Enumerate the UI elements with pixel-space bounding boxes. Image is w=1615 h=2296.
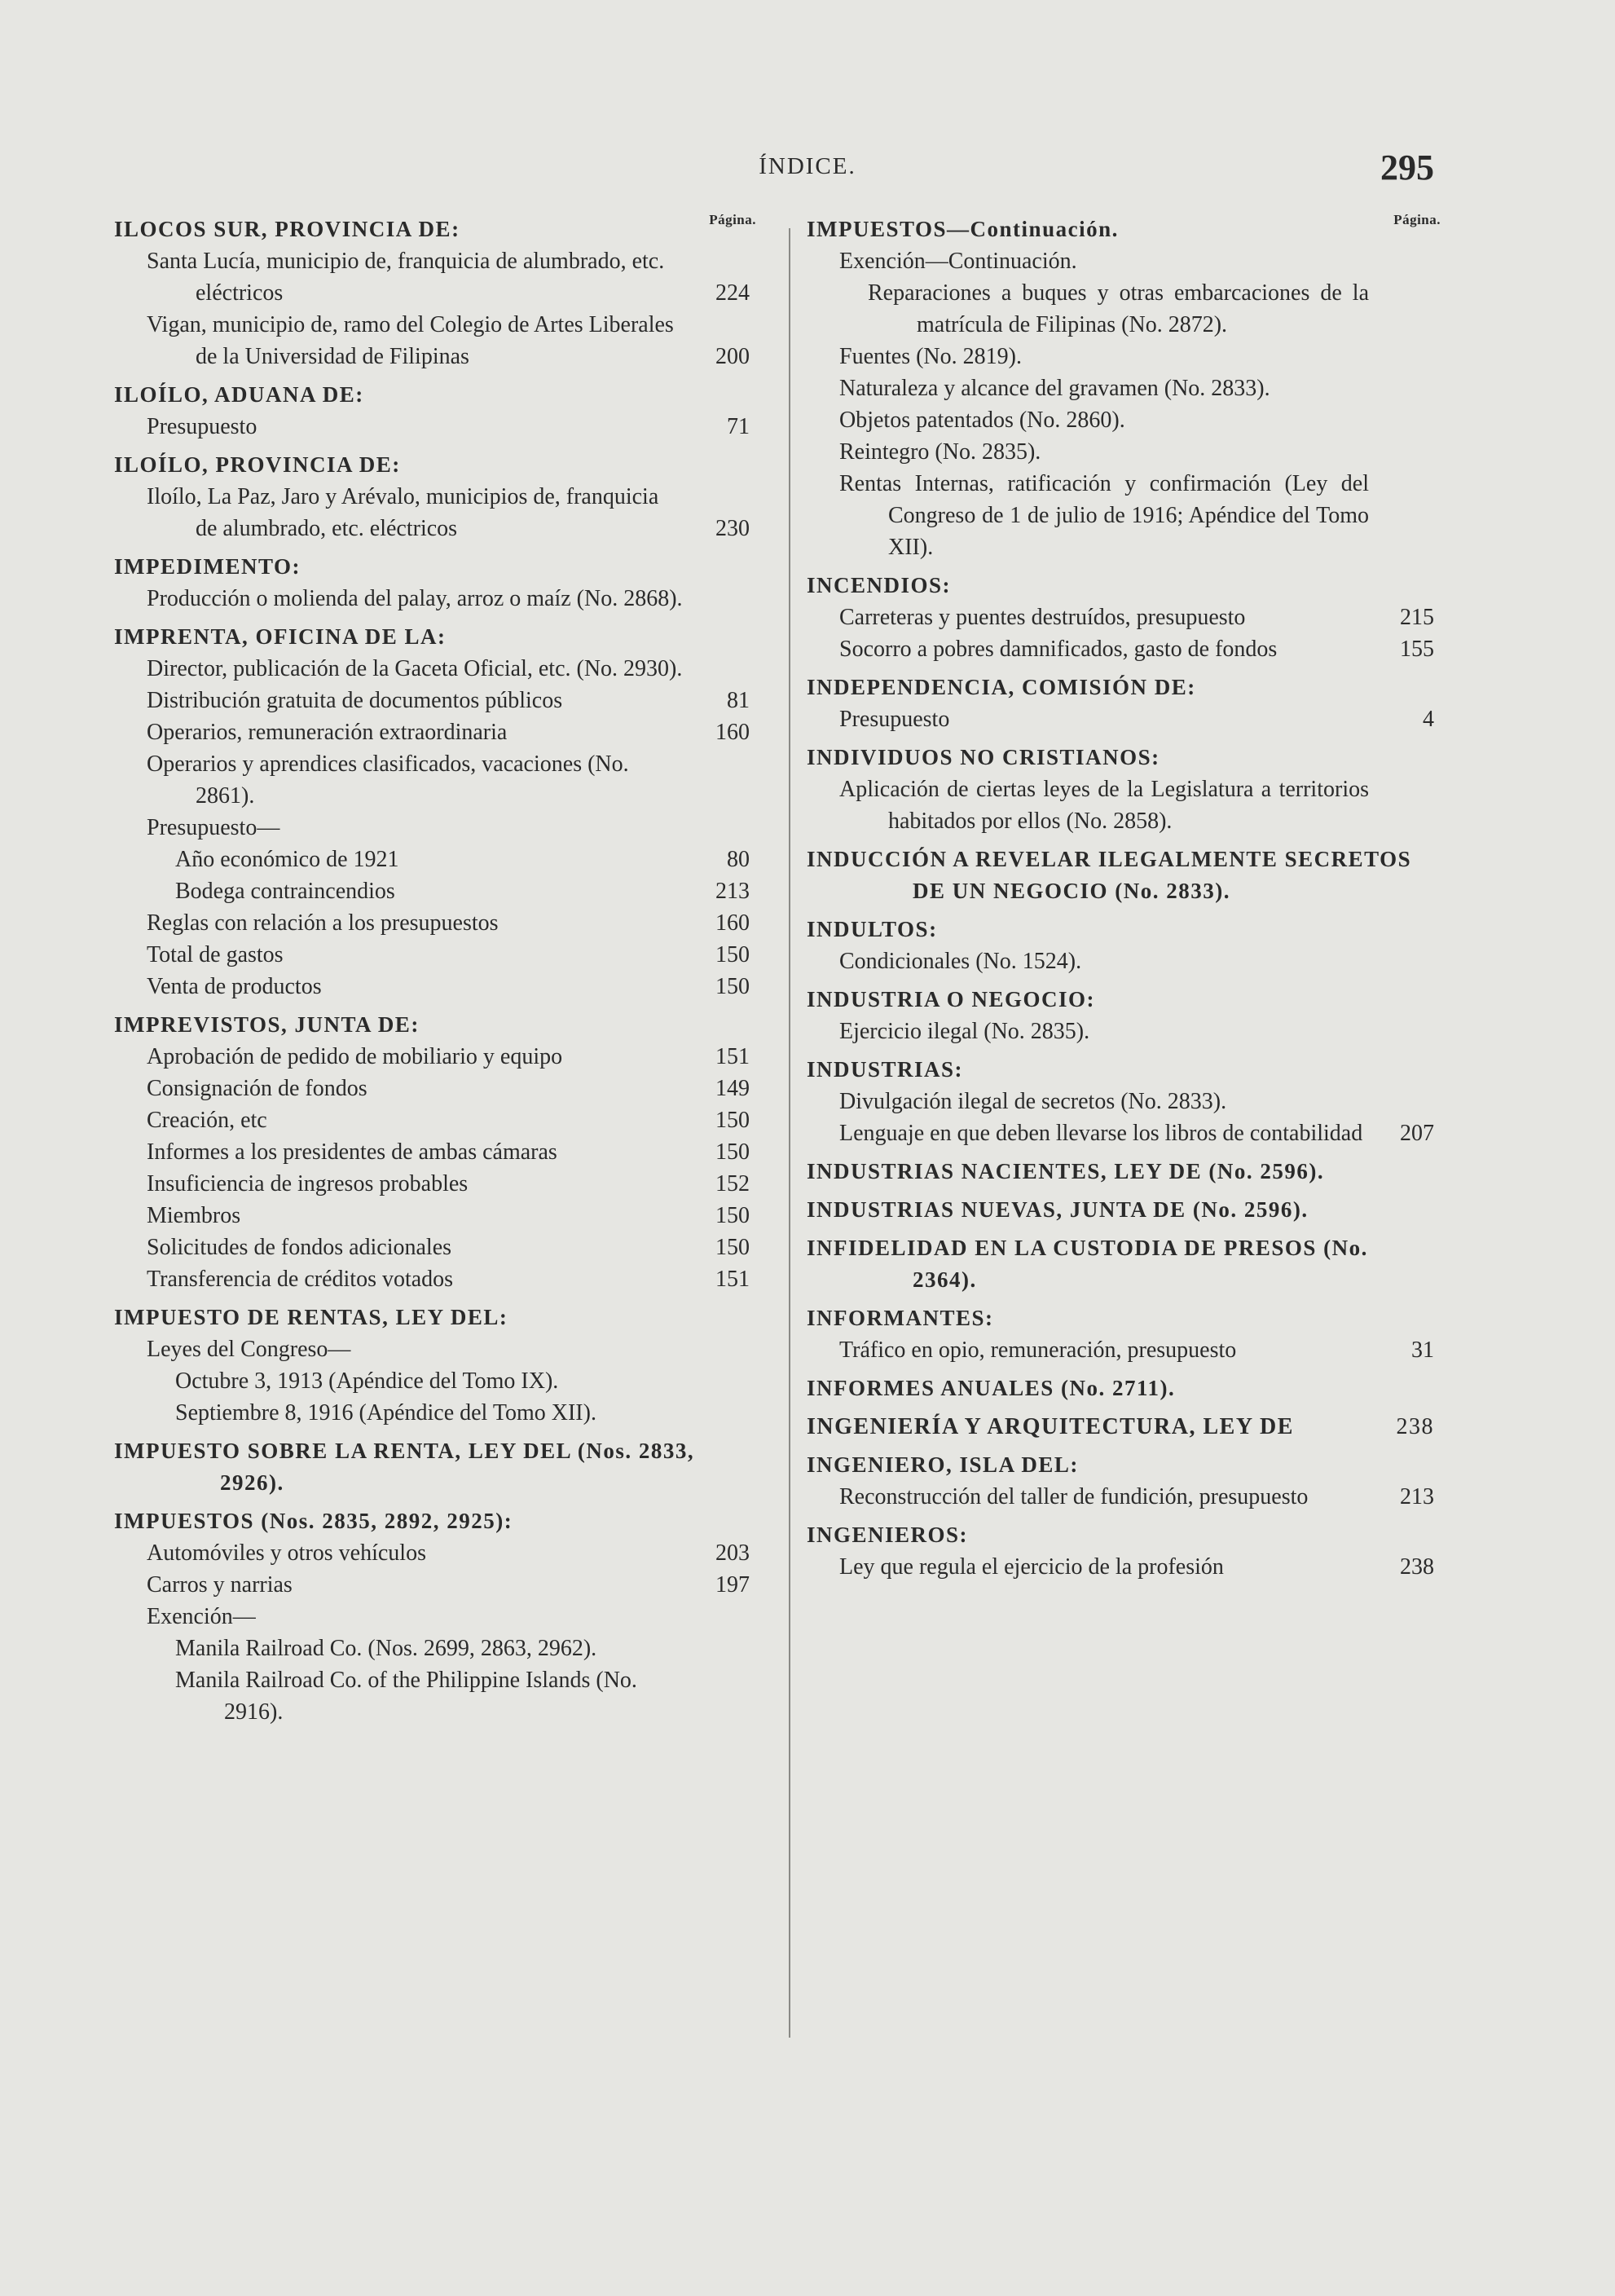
index-heading: INFIDELIDAD EN LA CUSTODIA DE PRESOS (No. 2364). [807,1236,1368,1292]
page-ref: 71 [727,414,750,439]
index-heading: INDUCCIÓN A REVELAR ILEGALMENTE SECRETOS DE UN NEGOCIO (No. 2833). [807,847,1412,903]
entry-text: Exención—Continuación. [839,249,1077,274]
entry-text: Vigan, municipio de, ramo del Colegio de Artes Liberales de la Universidad de Filipinas [147,312,674,369]
page-ref: 213 [1400,1484,1434,1509]
index-entry [114,653,750,685]
entry-text: Ley que regula el ejercicio de la profesión [839,1554,1224,1580]
index-entry [807,341,1434,372]
entry-text: Insuficiencia de ingresos probables [147,1171,469,1196]
index-entry [807,1086,1434,1117]
page-ref: 150 [715,974,750,999]
entry-text: Bodega contraincendios [175,879,395,904]
entry-text: Carreteras y puentes destruídos, presupuesto [839,605,1246,630]
page-ref: 31 [1411,1337,1434,1363]
entry-text: Exención— [147,1604,256,1629]
page-ref: 203 [715,1540,750,1566]
entry-text: Transferencia de créditos votados [147,1267,454,1292]
entry-text: Naturaleza y alcance del gravamen (No. 2833). [839,376,1270,401]
entry-text: Santa Lucía, municipio de, franquicia de alumbrado, etc. eléctricos [147,249,665,306]
index-entry [114,1569,750,1601]
entry-text: Condicionales (No. 1524). [839,949,1082,974]
entry-text: Ejercicio ilegal (No. 2835). [839,1019,1090,1044]
index-heading: ILOÍLO, PROVINCIA DE: [114,452,401,477]
entry-text: Rentas Internas, ratificación y confirmación (Ley del Congreso de 1 de julio de 1916; Apéndice del Tomo XII). [839,471,1369,560]
entry-text: Aprobación de pedido de mobiliario y equipo [147,1044,563,1069]
entry-text: Septiembre 8, 1916 (Apéndice del Tomo XII). [175,1400,596,1426]
index-entry [114,1168,750,1200]
index-entry [114,1136,750,1168]
pagina-label: Página. [709,212,756,227]
index-heading: INDULTOS: [807,917,938,941]
index-entry [114,1263,750,1295]
page-ref: 215 [1400,605,1434,630]
index-entry [114,1397,750,1429]
index-items [114,214,750,1728]
page-ref: 213 [715,879,750,904]
running-title: ÍNDICE. [759,153,856,179]
entry-text: Operarios, remuneración extraordinaria [147,720,508,745]
index-entry [114,716,750,748]
page-ref: 81 [727,688,750,713]
pagina-label: Página. [1393,212,1441,227]
index-heading: INDUSTRIAS: [807,1057,964,1082]
page-ref: 238 [1396,1414,1434,1439]
index-heading: IMPUESTO DE RENTAS, LEY DEL: [114,1305,508,1329]
index-entry [114,748,750,812]
page-ref: 152 [715,1171,750,1196]
index-entry [114,939,750,971]
entry-text: Socorro a pobres damnificados, gasto de fondos [839,637,1278,662]
index-entry [807,468,1434,563]
page-ref: 197 [715,1572,750,1598]
entry-text: Presupuesto [147,414,257,439]
page-ref: 160 [715,720,750,745]
index-entry [807,1334,1434,1366]
page-number: 295 [1380,148,1434,187]
entry-text: Miembros [147,1203,241,1228]
index-entry [807,945,1434,977]
index-entry [114,1232,750,1263]
entry-text: Reconstrucción del taller de fundición, presupuesto [839,1484,1309,1509]
index-heading: INGENIEROS: [807,1523,969,1547]
index-column-right [807,212,1441,1583]
entry-text: Carros y narrias [147,1572,293,1598]
index-heading: INDEPENDENCIA, COMISIÓN DE: [807,675,1196,699]
page-header [0,147,1615,196]
index-entry [114,411,750,443]
entry-text: Solicitudes de fondos adicionales [147,1235,452,1260]
page-ref: 200 [715,344,750,369]
entry-text: Automóviles y otros vehículos [147,1540,426,1566]
page-ref: 238 [1400,1554,1434,1580]
index-entry [114,309,750,372]
index-heading: IMPREVISTOS, JUNTA DE: [114,1012,420,1037]
index-heading [807,1411,1434,1443]
page-ref: 150 [715,1139,750,1165]
entry-text: Objetos patentados (No. 2860). [839,408,1125,433]
index-entry [114,1664,750,1728]
index-entry [114,1104,750,1136]
entry-text: Reintegro (No. 2835). [839,439,1041,465]
index-heading: INDUSTRIAS NACIENTES, LEY DE (No. 2596). [807,1159,1325,1183]
index-entry [114,481,750,544]
index-entry [807,1551,1434,1583]
entry-text: Distribución gratuita de documentos públicos [147,688,563,713]
entry-text: Creación, etc [147,1108,267,1133]
entry-text: Año económico de 1921 [175,847,399,872]
page-ref: 207 [1400,1121,1434,1146]
index-entry [807,277,1434,341]
index-entry [807,436,1434,468]
entry-text: Venta de productos [147,974,322,999]
index-heading: INFORMES ANUALES (No. 2711). [807,1376,1176,1400]
page-ref: 151 [715,1044,750,1069]
index-items [807,214,1434,1583]
index-entry [114,844,750,875]
entry-text: Leyes del Congreso— [147,1337,351,1362]
index-heading: INGENIERO, ISLA DEL: [807,1452,1079,1477]
entry-text: Director, publicación de la Gaceta Oficial, etc. (No. 2930). [147,656,683,681]
page-ref: 150 [715,1203,750,1228]
index-entry [114,1333,750,1365]
index-entry [114,245,750,309]
entry-text: Informes a los presidentes de ambas cámaras [147,1139,557,1165]
index-heading: INDUSTRIA O NEGOCIO: [807,987,1096,1011]
page-ref: 230 [715,516,750,541]
index-entry [114,875,750,907]
entry-text: Manila Railroad Co. (Nos. 2699, 2863, 2962). [175,1636,597,1661]
heading-text: INGENIERÍA Y ARQUITECTURA, LEY DE [807,1414,1294,1439]
index-entry [114,812,750,844]
index-entry [807,1117,1434,1149]
page-ref: 155 [1400,637,1434,662]
entry-text: Consignación de fondos [147,1076,367,1101]
entry-text: Presupuesto— [147,815,280,840]
index-entry [114,1073,750,1104]
index-heading: IMPUESTOS (Nos. 2835, 2892, 2925): [114,1509,513,1533]
entry-text: Tráfico en opio, remuneración, presupuesto [839,1337,1237,1363]
index-entry [807,404,1434,436]
index-entry [114,1601,750,1633]
index-entry [114,971,750,1003]
entry-text: Producción o molienda del palay, arroz o maíz (No. 2868). [147,586,683,611]
index-entry [807,602,1434,633]
index-entry [807,245,1434,277]
index-entry [114,907,750,939]
index-entry [807,1481,1434,1513]
index-column-left [114,212,756,1728]
index-entry [114,1537,750,1569]
page-ref: 150 [715,942,750,967]
page-ref: 150 [715,1108,750,1133]
index-heading: ILOÍLO, ADUANA DE: [114,382,364,407]
entry-text: Manila Railroad Co. of the Philippine Islands (No. 2916). [175,1668,637,1725]
index-entry [114,583,750,615]
entry-text: Lenguaje en que deben llevarse los libros de contabilidad [839,1121,1363,1146]
entry-text: Fuentes (No. 2819). [839,344,1022,369]
index-heading: INFORMANTES: [807,1306,994,1330]
column-divider [789,228,790,2038]
entry-text: Reparaciones a buques y otras embarcaciones de la matrícula de Filipinas (No. 2872). [868,280,1369,337]
entry-text: Total de gastos [147,942,284,967]
entry-text: Octubre 3, 1913 (Apéndice del Tomo IX). [175,1368,559,1394]
index-entry [114,1200,750,1232]
page-ref: 160 [715,910,750,936]
entry-text: Iloílo, La Paz, Jaro y Arévalo, municipios de, franquicia de alumbrado, etc. eléctricos [147,484,659,541]
entry-text: Operarios y aprendices clasificados, vacaciones (No. 2861). [147,751,629,809]
entry-text: Aplicación de ciertas leyes de la Legislatura a territorios habitados por ellos (No. 2858). [839,777,1369,834]
index-entry [114,1633,750,1664]
index-entry [807,372,1434,404]
index-entry [114,1041,750,1073]
page-ref: 4 [1423,707,1434,732]
page-ref: 151 [715,1267,750,1292]
page-ref: 149 [715,1076,750,1101]
entry-text: Presupuesto [839,707,950,732]
index-entry [114,1365,750,1397]
index-heading: INDIVIDUOS NO CRISTIANOS: [807,745,1160,769]
page-ref: 80 [727,847,750,872]
index-heading: IMPUESTOS—Continuación. [807,217,1119,241]
index-heading: INDUSTRIAS NUEVAS, JUNTA DE (No. 2596). [807,1197,1309,1222]
entry-text: Reglas con relación a los presupuestos [147,910,499,936]
index-heading: IMPRENTA, OFICINA DE LA: [114,624,447,649]
index-heading: IMPUESTO SOBRE LA RENTA, LEY DEL (Nos. 2833, 2926). [114,1439,695,1495]
page-ref: 150 [715,1235,750,1260]
index-entry [807,773,1434,837]
index-heading: ILOCOS SUR, PROVINCIA DE: [114,217,460,241]
index-heading: IMPEDIMENTO: [114,554,301,579]
entry-text: Divulgación ilegal de secretos (No. 2833). [839,1089,1227,1114]
index-entry [114,685,750,716]
page-ref: 224 [715,280,750,306]
index-heading: INCENDIOS: [807,573,952,597]
index-entry [807,703,1434,735]
index-entry [807,1016,1434,1047]
index-entry [807,633,1434,665]
